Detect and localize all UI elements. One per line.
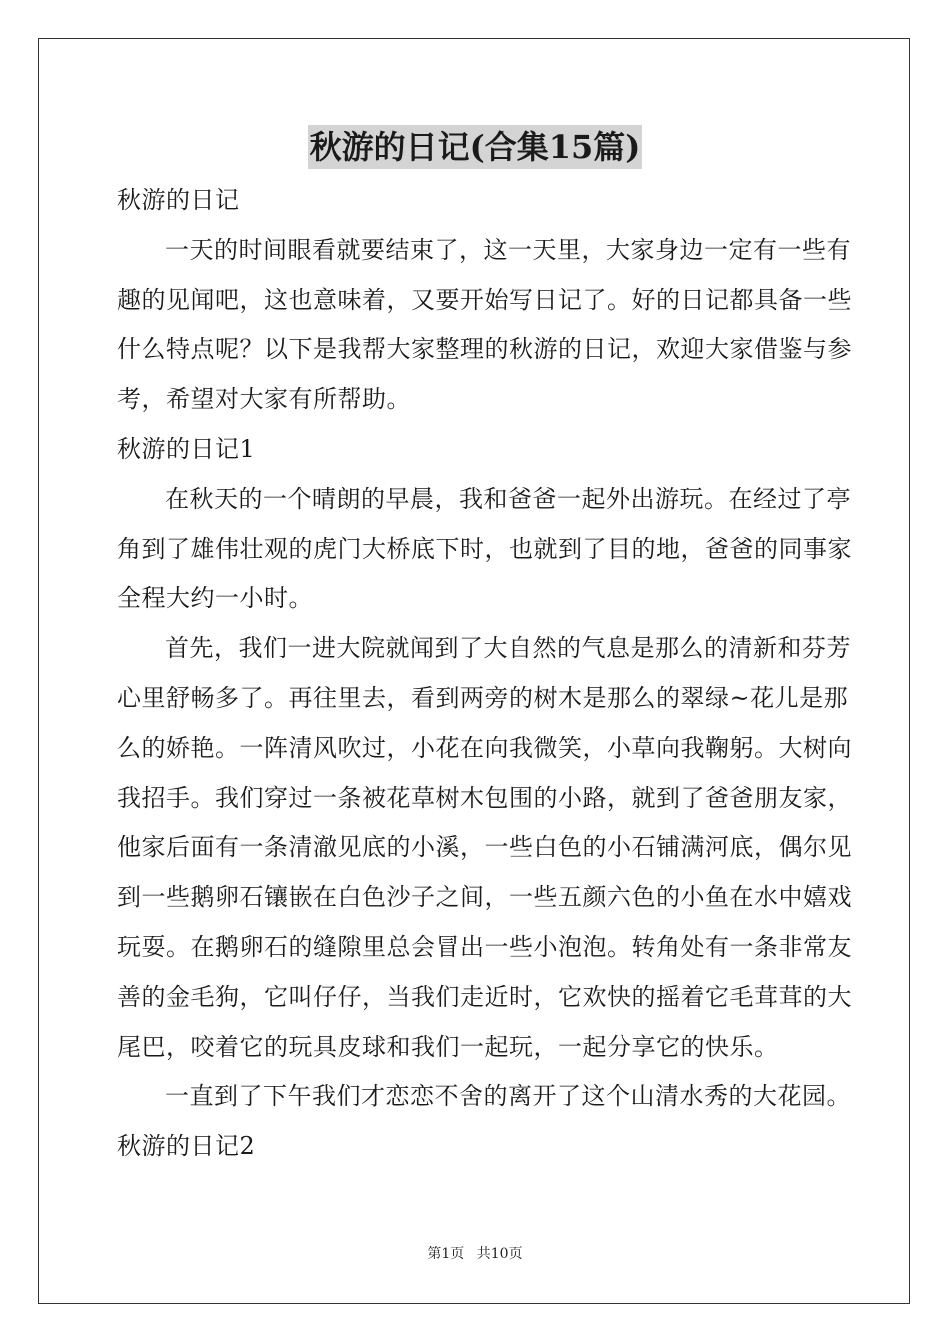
text-line: 在秋天的一个晴朗的早晨，我和爸爸一起外出游玩。在经过了亭	[165, 484, 851, 513]
text-line: 全程大约一小时。	[117, 584, 313, 613]
text-line: 秋游的日记	[117, 186, 240, 214]
page-total: 共10页	[476, 1246, 523, 1262]
text-line: 角到了雄伟壮观的虎门大桥底下时，也就到了目的地，爸爸的同事家	[117, 534, 852, 563]
text-line: 趣的见闻吧，这也意味着，又要开始写日记了。好的日记都具备一些	[117, 285, 852, 314]
text-line: 秋游的日记2	[117, 1132, 256, 1161]
text-line: 首先，我们一进大院就闻到了大自然的气息是那么的清新和芬芳	[165, 634, 851, 663]
text-line: 什么特点呢？以下是我帮大家整理的秋游的日记，欢迎大家借鉴与参	[117, 335, 852, 364]
document-title: 秋游的日记(合集15篇)	[308, 125, 643, 169]
text-line: 么的娇艳。一阵清风吹过，小花在向我微笑，小草向我鞠躬。大树向	[117, 733, 852, 762]
page-footer	[0, 1243, 950, 1263]
text-line: 一天的时间眼看就要结束了，这一天里，大家身边一定有一些有	[165, 235, 851, 264]
text-line: 善的金毛狗，它叫仔仔，当我们走近时，它欢快的摇着它毛茸茸的大	[117, 982, 852, 1011]
text-line: 考，希望对大家有所帮助。	[117, 385, 411, 414]
text-line: 玩耍。在鹅卵石的缝隙里总会冒出一些小泡泡。转角处有一条非常友	[117, 932, 852, 961]
text-line: 我招手。我们穿过一条被花草树木包围的小路，就到了爸爸朋友家，	[117, 783, 852, 812]
title-container	[0, 125, 950, 169]
text-line: 他家后面有一条清澈见底的小溪，一些白色的小石铺满河底，偶尔见	[117, 833, 852, 862]
text-line: 一直到了下午我们才恋恋不舍的离开了这个山清水秀的大花园。	[165, 1082, 851, 1111]
text-line: 秋游的日记1	[117, 434, 256, 463]
page-number: 第1页	[427, 1246, 465, 1262]
text-line: 心里舒畅多了。再往里去，看到两旁的树木是那么的翠绿~花儿是那	[117, 683, 849, 712]
text-line: 到一些鹅卵石镶嵌在白色沙子之间，一些五颜六色的小鱼在水中嬉戏	[117, 883, 852, 912]
text-line: 尾巴，咬着它的玩具皮球和我们一起玩，一起分享它的快乐。	[117, 1032, 779, 1061]
document-body	[117, 176, 852, 1172]
